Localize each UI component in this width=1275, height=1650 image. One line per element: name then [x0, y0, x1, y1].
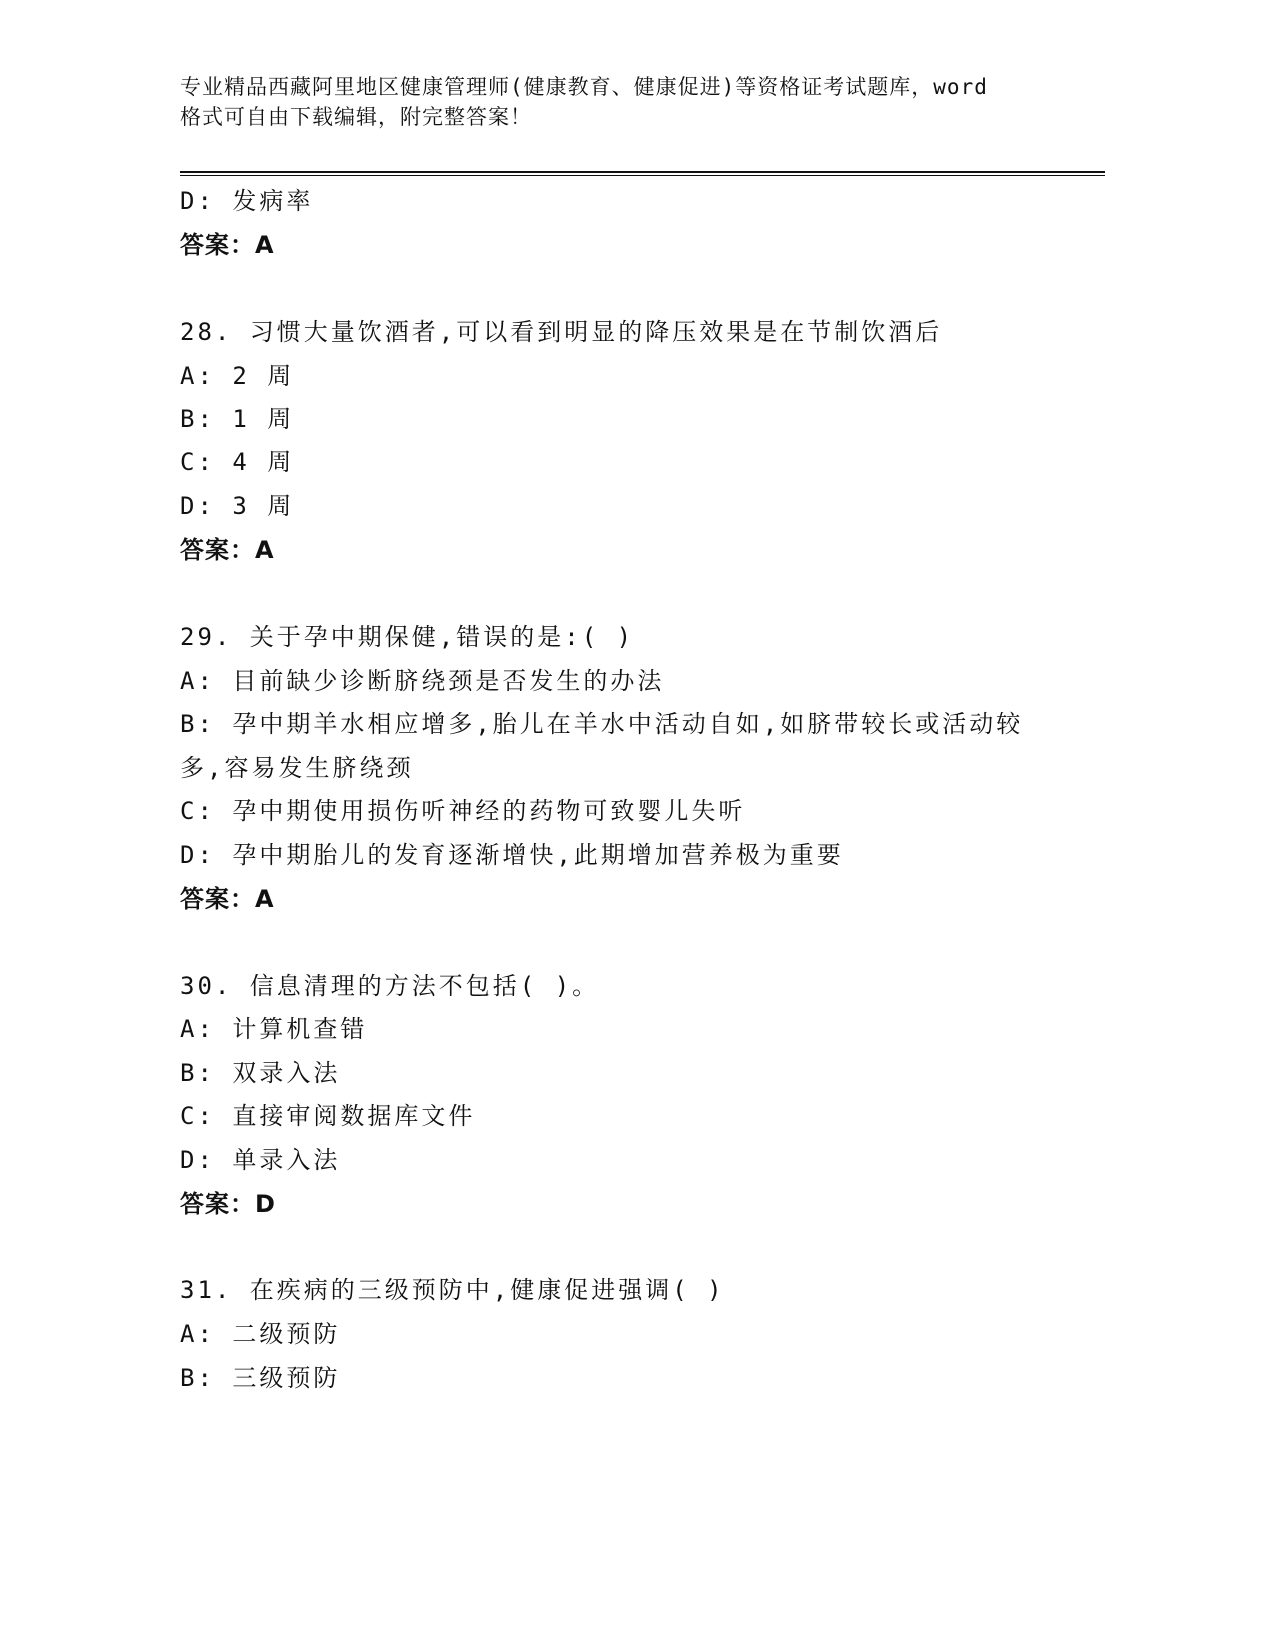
option-text: A: 二级预防: [180, 1320, 341, 1348]
option-text: 多,容易发生脐绕颈: [180, 754, 414, 782]
option-text: D: 发病率: [180, 187, 314, 215]
answer-line: 答案：A: [180, 885, 275, 913]
option-text: A: 2 周: [180, 362, 295, 390]
header-divider: [180, 171, 1105, 176]
option-text: D: 孕中期胎儿的发育逐渐增快,此期增加营养极为重要: [180, 841, 844, 869]
answer-line: 答案：A: [180, 231, 275, 259]
question-text: 31. 在疾病的三级预防中,健康促进强调( ): [180, 1276, 725, 1304]
option-text: B: 孕中期羊水相应增多,胎儿在羊水中活动自如,如脐带较长或活动较: [180, 710, 1024, 738]
option-text: C: 孕中期使用损伤听神经的药物可致婴儿失听: [180, 797, 746, 825]
option-text: C: 直接审阅数据库文件: [180, 1102, 476, 1130]
question-text: 30. 信息清理的方法不包括( )。: [180, 972, 600, 1000]
answer-line: 答案：D: [180, 1190, 276, 1218]
option-text: D: 单录入法: [180, 1146, 341, 1174]
option-text: B: 双录入法: [180, 1059, 341, 1087]
option-text: C: 4 周: [180, 448, 295, 476]
question-text: 29. 关于孕中期保健,错误的是:( ): [180, 623, 635, 651]
question-text: 28. 习惯大量饮酒者,可以看到明显的降压效果是在节制饮酒后: [180, 318, 943, 346]
document-header-line-2: 格式可自由下载编辑，附完整答案！: [180, 105, 532, 129]
option-text: A: 目前缺少诊断脐绕颈是否发生的办法: [180, 667, 665, 695]
answer-line: 答案：A: [180, 536, 275, 564]
option-text: D: 3 周: [180, 492, 295, 520]
option-text: A: 计算机查错: [180, 1015, 368, 1043]
option-text: B: 三级预防: [180, 1364, 341, 1392]
option-text: B: 1 周: [180, 405, 295, 433]
document-header-line-1: 专业精品西藏阿里地区健康管理师(健康教育、健康促进)等资格证考试题库，word: [180, 75, 988, 99]
